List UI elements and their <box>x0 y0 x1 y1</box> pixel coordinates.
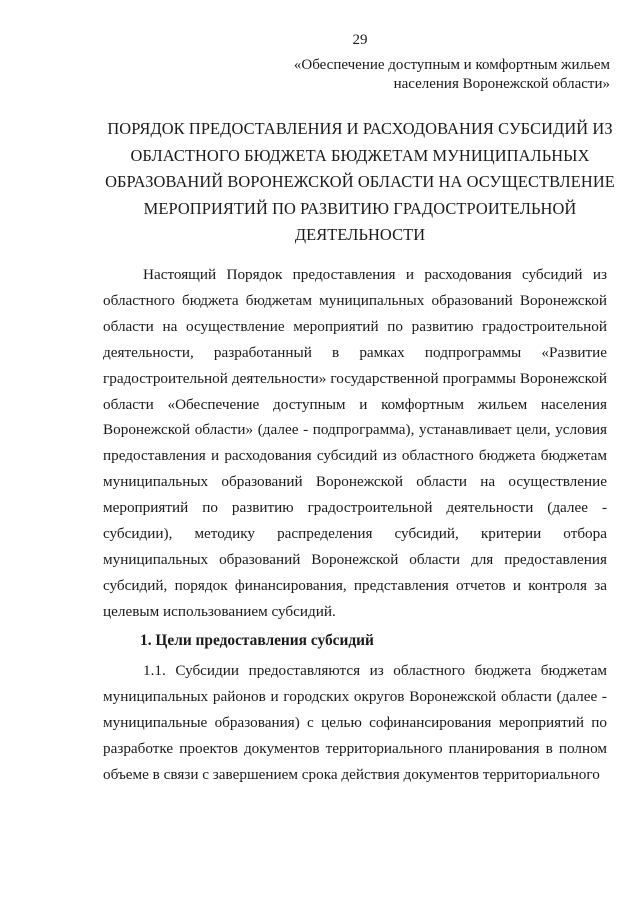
section-paragraph: 1.1. Субсидии предоставляются из областного бюджета бюджетам муниципальных районов и городских округов Воронежской области (далее - муниципальные образования) с целью софинансирования мероприятий по разработке проектов документов территориального планирования в полном объеме в связи с завершением срока действия документов территориального <box>103 662 607 783</box>
document-title: ПОРЯДОК ПРЕДОСТАВЛЕНИЯ И РАСХОДОВАНИЯ СУБСИДИЙ ИЗ ОБЛАСТНОГО БЮДЖЕТА БЮДЖЕТАМ МУНИЦИПАЛЬНЫХ ОБРАЗОВАНИЙ ВОРОНЕЖСКОЙ ОБЛАСТИ НА ОСУЩЕСТВЛЕНИЕ МЕРОПРИЯТИЙ ПО РАЗВИТИЮ ГРАДОСТРОИТЕЛЬНОЙ ДЕЯТЕЛЬНОСТИ <box>105 119 615 244</box>
program-reference: «Обеспечение доступным и комфортным жильем населения Воронежской области» <box>293 57 610 92</box>
page-number: 29 <box>352 32 368 48</box>
intro-paragraph: Настоящий Порядок предоставления и расходования субсидий из областного бюджета бюджетам муниципальных образований Воронежской области на осуществление мероприятий по развитию градостроительной деятельности, разработанный в рамках подпрограммы «Развитие градостроительной деятельности» государственной программы Воронежской области «Обеспечение доступным и комфортным жильем населения Воронежской области» (далее - подпрограмма), устанавливает цели, условия предоставления и расходования субсидий из областного бюджета бюджетам муниципальных образований Воронежской области на осуществление мероприятий по развитию градостроительной деятельности (далее - субсидии), методику распределения субсидий, критерии отбора муниципальных образований Воронежской области для предоставления субсидий, порядок финансирования, представления отчетов и контроля за целевым использованием субсидий. <box>103 266 607 620</box>
section-heading: 1. Цели предоставления субсидий <box>140 632 374 649</box>
